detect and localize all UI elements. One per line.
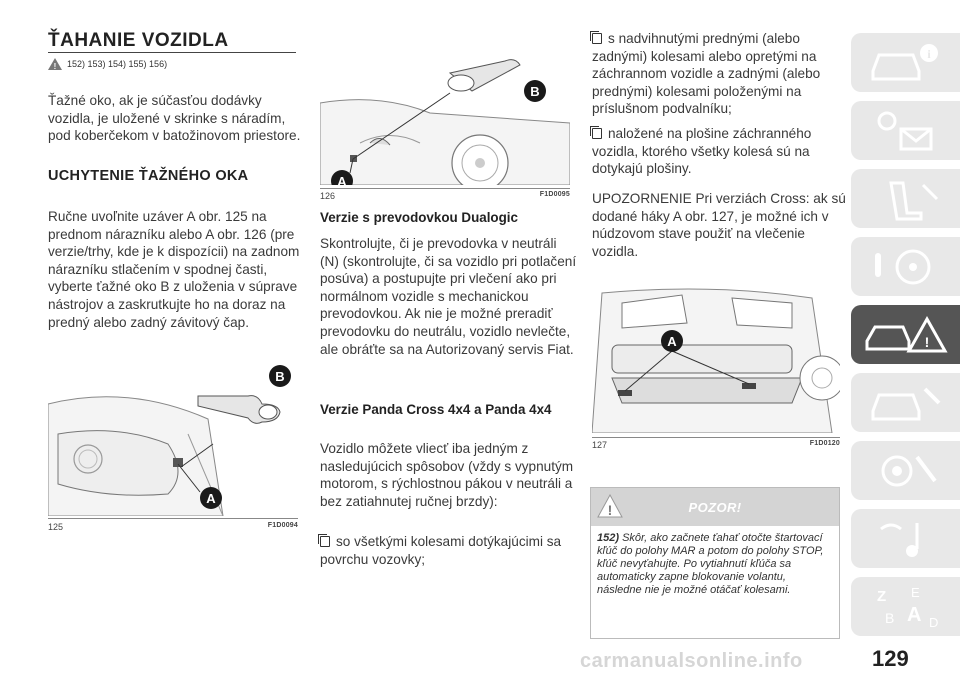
seat-icon xyxy=(851,169,960,228)
bullet-3-text: naložené na plošine záchranného vozidla, ktorého všetky kolesá sú na dotykajú plošiny. xyxy=(592,126,812,177)
warning-number: 152) xyxy=(597,532,620,544)
bullet-1-text: so všetkými kolesami dotýkajúcimi sa povrchu vozovky; xyxy=(320,534,562,567)
warning-triangle-icon xyxy=(597,494,623,518)
svg-text:A: A xyxy=(907,604,922,626)
watermark: carmanualsonline.info xyxy=(580,650,803,672)
warning-body: Skôr, ako začnete ťahať otočte štartovací kľúč do polohy MAR a potom do polohy STOP, kľúč nevyťahujte. Po vytiahnutí kľúča sa automaticky zapne blokovanie volantu, následne nie je možné otáčať kolesami. xyxy=(597,532,824,596)
figure-126-rule xyxy=(320,188,570,189)
svg-text:!: ! xyxy=(607,502,613,518)
sidebar-tab-start[interactable] xyxy=(851,169,960,228)
figure-125-code: F1D0094 xyxy=(267,522,298,529)
figure-127 xyxy=(592,283,840,433)
figure-126-code: F1D0095 xyxy=(539,191,570,198)
sidebar-tab-technical[interactable] xyxy=(851,441,960,500)
page-number: 129 xyxy=(872,646,909,671)
intro-paragraph: Ťažné oko, ak je súčasťou dodávky vozidla, je uložené v skrinke s náradím, pod koberčekom v batožinovom priestore. xyxy=(48,93,301,144)
section-subtitle: UCHYTENIE ŤAŽNÉHO OKA xyxy=(48,168,249,184)
figure-126-label-b: B xyxy=(530,84,540,99)
svg-text:i: i xyxy=(927,47,931,61)
figure-127-rule xyxy=(592,437,840,438)
svg-text:!: ! xyxy=(53,62,57,70)
bullet-checkbox-icon xyxy=(320,536,330,547)
figure-125-label-b: B xyxy=(275,369,285,384)
figure-125-label-a: A xyxy=(206,491,216,506)
car-crash-warning-icon xyxy=(851,305,960,364)
refs-text: 152) 153) 154) 155) 156) xyxy=(67,59,168,69)
bullet-checkbox-icon xyxy=(592,33,602,44)
notice-paragraph: UPOZORNENIE Pri verziách Cross: ak sú dodané háky A obr. 127, je možné ich v núdzovom stave použiť na vlečenie vozidla. xyxy=(592,191,846,259)
car-info-icon xyxy=(851,33,960,92)
bullet-checkbox-icon xyxy=(592,128,602,139)
bullet-item-2 xyxy=(592,30,847,118)
figure-127-number: 127 xyxy=(592,440,608,450)
figure-125-caption xyxy=(48,522,298,532)
gear-wrench-icon xyxy=(851,441,960,500)
svg-text:!: ! xyxy=(924,334,930,350)
bullet-2-text: s nadvihnutými prednými (alebo zadnými) kolesami alebo opretými na záchrannom vozidle a zadnými (alebo prednými) kolesami položenými na príslušnom podvalníku; xyxy=(592,31,821,117)
body-paragraph-1: Ručne uvoľnite uzáver A obr. 125 na prednom nárazníku alebo A obr. 126 (pre verzie/trhy, kde je k dispozícii) na zadnom nárazníku stlačením v spodnej časti, vyberte ťažné oko B z uloženia v súprave nástrojov a zaskrutkujte ho na doraz na predný alebo zadný závitový čap. xyxy=(48,209,300,330)
sidebar-tab-driving[interactable] xyxy=(851,237,960,296)
warning-title: POZOR! xyxy=(688,499,742,515)
sidebar-tab-multimedia[interactable] xyxy=(851,509,960,568)
heading-dualogic: Verzie s prevodovkou Dualogic xyxy=(320,210,518,225)
sidebar-tab-dashboard[interactable] xyxy=(851,33,960,92)
figure-126-label-a: A xyxy=(337,174,347,185)
figure-127-label-a: A xyxy=(667,334,677,349)
figure-127-caption xyxy=(592,440,840,450)
heading-cross: Verzie Panda Cross 4x4 a Panda 4x4 xyxy=(320,402,552,417)
figure-125-number: 125 xyxy=(48,522,64,532)
title-underline xyxy=(48,52,296,53)
sidebar-tab-safety[interactable] xyxy=(851,101,960,160)
figure-127-code: F1D0120 xyxy=(809,440,840,447)
figure-126-illustration xyxy=(320,33,570,185)
figure-126-caption xyxy=(320,191,570,201)
warning-header xyxy=(591,488,839,526)
figure-126 xyxy=(320,33,570,185)
sidebar-tab-maintenance[interactable] xyxy=(851,373,960,432)
svg-text:Z: Z xyxy=(877,588,887,605)
lights-envelope-icon xyxy=(851,101,960,160)
svg-text:D: D xyxy=(929,615,939,630)
bullet-item-1 xyxy=(320,533,578,568)
warning-triangle-icon xyxy=(48,58,62,70)
warning-box xyxy=(590,487,840,639)
sidebar-tab-emergency[interactable] xyxy=(851,305,960,364)
steering-wheel-icon xyxy=(851,237,960,296)
figure-125-rule xyxy=(48,518,298,519)
music-note-icon xyxy=(851,509,960,568)
svg-text:B: B xyxy=(885,610,895,626)
figure-125-illustration xyxy=(48,364,298,516)
figure-125 xyxy=(48,364,298,516)
page-title: ŤAHANIE VOZIDLA xyxy=(48,30,229,51)
paragraph-dualogic: Skontrolujte, či je prevodovka v neutráli (N) (skontrolujte, či sa vozidlo pri potlačení posúva) a postupujte pri vlečení ako pri normálnom vozidle s mechanickou prevodovkou. Ak nie je možné preradiť prevodovku do neutrálu, vozidlo nevlečte, ale obráťte sa na Autorizovaný servis Fiat. xyxy=(320,236,577,357)
paragraph-cross: Vozidlo môžete vliecť iba jedným z nasledujúcich spôsobov (vždy s vypnutým motorom, s rýchlostnou pákou v neutráli a bez zatiahnutej ručnej brzdy): xyxy=(320,441,574,509)
warning-references xyxy=(48,58,167,70)
figure-126-number: 126 xyxy=(320,191,336,201)
svg-text:E: E xyxy=(911,585,920,600)
car-wrench-icon xyxy=(851,373,960,432)
sidebar-tab-index[interactable] xyxy=(851,577,960,636)
warning-text xyxy=(591,526,839,597)
alphabet-index-icon xyxy=(851,577,960,636)
bullet-item-3 xyxy=(592,125,847,178)
figure-127-illustration xyxy=(592,283,840,433)
